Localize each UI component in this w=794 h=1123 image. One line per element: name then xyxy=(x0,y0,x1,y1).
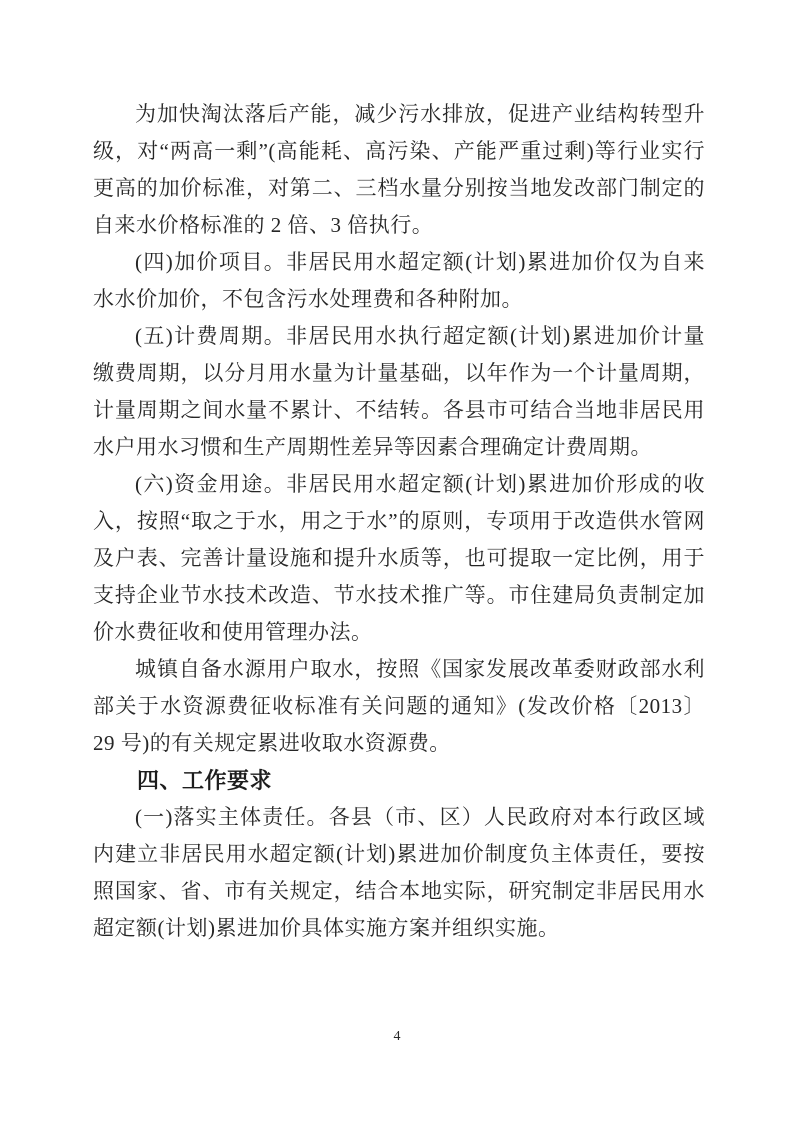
paragraph xyxy=(93,799,705,947)
text-line: 内建立非居民用水超定额(计划)累进加价制度负主体责任，要按 xyxy=(93,842,705,866)
paragraph xyxy=(93,96,705,244)
text-line: 入，按照“取之于水，用之于水”的原则，专项用于改造供水管网 xyxy=(93,509,705,533)
section-heading xyxy=(93,762,705,799)
text-line: (五)计费周期。非居民用水执行超定额(计划)累进加价计量 xyxy=(135,324,705,348)
text-line: (四)加价项目。非居民用水超定额(计划)累进加价仅为自来 xyxy=(135,250,705,274)
text-line: 29 号)的有关规定累进收取水资源费。 xyxy=(93,731,451,755)
text-line: 四、工作要求 xyxy=(137,768,273,793)
paragraph xyxy=(93,651,705,762)
text-line: 支持企业节水技术改造、节水技术推广等。市住建局负责制定加 xyxy=(93,583,705,607)
text-line: (一)落实主体责任。各县（市、区）人民政府对本行政区域 xyxy=(135,805,705,829)
text-line: 水水价加价，不包含污水处理费和各种附加。 xyxy=(93,287,523,311)
text-line: 部关于水资源费征收标准有关问题的通知》(发改价格〔2013〕 xyxy=(93,694,705,718)
paragraph xyxy=(93,466,705,651)
page-number: 4 xyxy=(393,1029,401,1044)
text-line: 及户表、完善计量设施和提升水质等，也可提取一定比例，用于 xyxy=(93,546,705,570)
paragraph xyxy=(93,244,705,318)
paragraph xyxy=(93,318,705,466)
text-line: 缴费周期，以分月用水量为计量基础，以年作为一个计量周期， xyxy=(93,361,705,385)
text-line: 水户用水习惯和生产周期性差异等因素合理确定计费周期。 xyxy=(93,435,652,459)
text-line: 更高的加价标准，对第二、三档水量分别按当地发改部门制定的 xyxy=(93,176,705,200)
text-line: 级，对“两高一剩”(高能耗、高污染、产能严重过剩)等行业实行 xyxy=(93,139,705,163)
text-line: 自来水价格标准的 2 倍、3 倍执行。 xyxy=(93,213,434,237)
text-line: 价水费征收和使用管理办法。 xyxy=(93,620,373,644)
text-line: (六)资金用途。非居民用水超定额(计划)累进加价形成的收 xyxy=(135,472,705,496)
text-line: 城镇自备水源用户取水，按照《国家发展改革委财政部水利 xyxy=(135,657,705,681)
text-line: 为加快淘汰落后产能，减少污水排放，促进产业结构转型升 xyxy=(135,102,705,126)
text-line: 计量周期之间水量不累计、不结转。各县市可结合当地非居民用 xyxy=(93,398,705,422)
text-line: 超定额(计划)累进加价具体实施方案并组织实施。 xyxy=(93,916,560,940)
text-line: 照国家、省、市有关规定，结合本地实际，研究制定非居民用水 xyxy=(93,879,705,903)
document-body xyxy=(93,96,705,947)
